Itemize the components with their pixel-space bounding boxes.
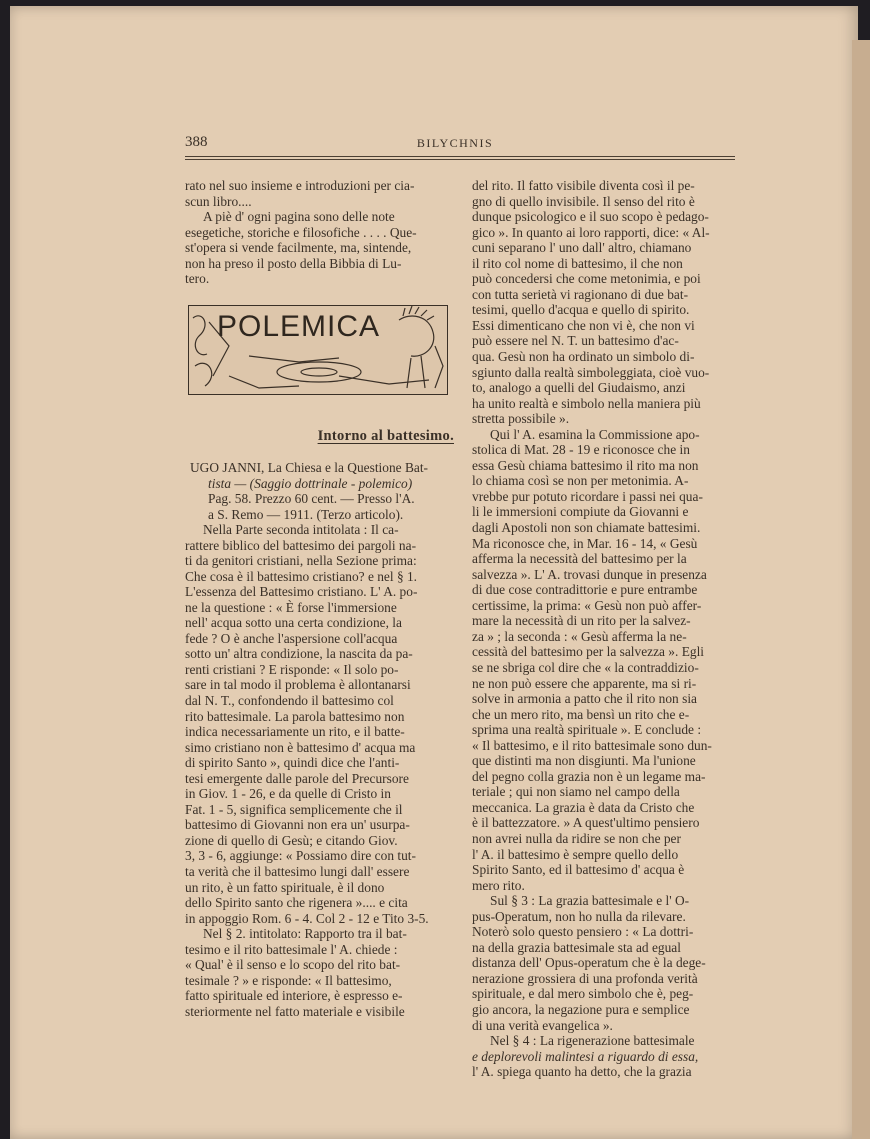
text-line: e deplorevoli malintesi a riguardo di essa,	[472, 1048, 699, 1064]
text-line: salvezza ». L' A. trovasi dunque in presenza	[472, 566, 707, 582]
text-line: che un mero rito, ma bensì un rito che e-	[472, 706, 690, 722]
text-line: « Qual' è il senso e lo scopo del rito bat-	[185, 957, 401, 973]
text-line: di due cose contradittorie e pure entrambe	[472, 582, 698, 598]
text-line: esegetiche, storiche e filosofiche . . . . Que-	[185, 224, 417, 240]
text-line: spirituale, e dal mero simbolo che è, peg-	[472, 986, 694, 1002]
text-line: simo cristiano non è battesimo d' acqua ma	[185, 739, 416, 755]
text-line: dunque psicologico e il suo scopo è pedago-	[472, 209, 709, 225]
text-line: stretta possibile ».	[472, 411, 570, 427]
text-line: zione di quello di Gesù; e citando Giov.	[185, 832, 398, 848]
text-line: Essi dimenticano che non vi è, che non vi	[472, 317, 695, 333]
text-line: Noterò solo questo pensiero : « La dottri-	[472, 924, 694, 940]
text-line: l' A. il battesimo è sempre quello dello	[472, 846, 679, 862]
text-line: to, analogo a quelli del Giudaismo, anzi	[472, 380, 686, 396]
book-reference	[190, 460, 452, 522]
text-line: può essere nel N. T. un battesimo d'ac-	[472, 333, 679, 349]
text-line: Spirito Santo, ed il battesimo d' acqua è	[472, 862, 685, 878]
text-line: Nella Parte seconda intitolata : Il ca-	[203, 522, 399, 537]
next-page-edge	[852, 40, 870, 1139]
text-line: gno di quello invisibile. Il senso del rito è	[472, 193, 695, 209]
text-line: tesimi, quello d'acqua e quello di spirito.	[472, 302, 690, 318]
text-line: è il battezzatore. » A quest'ultimo pensiero	[472, 815, 700, 831]
text-line: Ma riconosce che, in Mar. 16 - 14, « Gesù	[472, 535, 698, 551]
text-line: tesimale ? » e risponde: « Il battesimo,	[185, 972, 392, 988]
text-line: scun libro....	[185, 193, 252, 209]
text-line: steriormente nel fatto materiale e visibile	[185, 1003, 405, 1019]
text-line: se ne sbriga col dire che « la contraddizio-	[472, 659, 699, 675]
text-line: in appoggio Rom. 6 - 4. Col 2 - 12 e Tito 3-5.	[185, 910, 429, 926]
text-line: tesimo e il rito battesimale l' A. chiede :	[185, 941, 398, 957]
text-line: cuni separano l' uno dall' altro, chiamano	[472, 240, 692, 256]
text-line: Pag. 58. Prezzo 60 cent. — Presso l'A.	[208, 491, 415, 507]
text-line: essa Gesù chiama battesimo il rito ma non	[472, 457, 699, 473]
text-line: L'essenza del Battesimo cristiano. L' A. po-	[185, 584, 418, 600]
text-line: Sul § 3 : La grazia battesimale e l' O-	[490, 893, 690, 909]
text-line: st'opera si vende facilmente, ma, sintende,	[185, 240, 412, 256]
text-line: indica necessariamente un rito, e il batte-	[185, 724, 405, 740]
header-rule-double	[185, 159, 735, 160]
text-line: distanza dell' Opus-operatum che è la dege-	[472, 955, 706, 971]
text-line: solve in armonia a patto che il rito non sia	[472, 691, 697, 707]
text-line: tero.	[185, 271, 210, 287]
text-line: na della grazia battesimale sta ad egual	[472, 939, 681, 955]
text-line: qua. Gesù non ha ordinato un simbolo di-	[472, 349, 695, 365]
text-line: il rito col nome di battesimo, il che non	[472, 255, 683, 271]
page-number: 388	[185, 134, 208, 150]
text-line: ne la questione : « È forse l'immersione	[185, 599, 397, 615]
text-line: « Il battesimo, e il rito battesimale sono dun-	[472, 737, 712, 753]
polemica-emblem	[188, 305, 448, 395]
text-line: dagli Apostoli non son chiamate battesimi.	[472, 520, 701, 536]
text-line: UGO JANNI, La Chiesa e la Questione Bat-	[190, 460, 428, 475]
text-line: sgiunto dalla realtà simboleggiata, cioè vuo-	[472, 364, 710, 380]
text-line: con tutta serietà vi ragionano di due bat-	[472, 286, 689, 302]
text-line: stolica di Mat. 28 - 19 e riconosce che in	[472, 442, 690, 458]
text-line: sare in tal modo il problema è allontanarsi	[185, 677, 411, 693]
text-line: ti da genitori cristiani, nella Sezione prima:	[185, 553, 417, 569]
text-line: mero rito.	[472, 877, 525, 893]
text-line: può concedersi che come metonimia, e poi	[472, 271, 701, 287]
text-line: tista — (Saggio dottrinale - polemico)	[208, 475, 413, 491]
text-line: un rito, è un fatto spirituale, è il dono	[185, 879, 385, 895]
text-line: dal N. T., confondendo il battesimo col	[185, 693, 394, 709]
text-line: non avrei nulla da ridire se non che per	[472, 830, 681, 846]
text-line: Fat. 1 - 5, significa semplicemente che il	[185, 801, 403, 817]
text-line: Nel § 4 : La rigenerazione battesimale	[490, 1033, 695, 1049]
text-line: afferma la necessità del battesimo per la	[472, 551, 687, 567]
text-line: ta verità che il battesimo lungi dall' essere	[185, 864, 410, 880]
text-line: Che cosa è il battesimo cristiano? e nel § 1.	[185, 568, 418, 584]
text-line: gio ancora, la negazione pura e semplice	[472, 1001, 690, 1017]
text-line: teriale ; qui non siamo nel campo della	[472, 784, 680, 800]
text-line: ha unito realtà e simbolo nella maniera più	[472, 395, 701, 411]
text-line: A piè d' ogni pagina sono delle note	[203, 209, 395, 225]
text-line: mare la necessità di un rito per la salvez-	[472, 613, 691, 629]
header-rule	[185, 156, 735, 157]
text-line: l' A. spiega quanto ha detto, che la grazia	[472, 1064, 692, 1080]
text-line: nell' acqua sotto una certa condizione, la	[185, 615, 402, 631]
left-column-body	[185, 522, 453, 1020]
text-line: Nel § 2. intitolato: Rapporto tra il bat-	[203, 926, 407, 942]
text-line: pus-Operatum, non ho nulla da rilevare.	[472, 908, 686, 924]
text-line: ne non può essere che apparente, ma si ri-	[472, 675, 697, 691]
text-line: gico ». In quanto ai loro rapporti, dice: « Al-	[472, 224, 710, 240]
text-line: dello Spirito santo che rigenera ».... e cita	[185, 895, 408, 911]
text-line: a S. Remo — 1911. (Terzo articolo).	[208, 506, 404, 522]
text-line: sprima una realtà spirituale ». E conclude :	[472, 722, 702, 738]
text-line: in Giov. 1 - 26, e da quelle di Cristo in	[185, 786, 391, 802]
text-line: que distinti ma non disgiunti. Ma l'unione	[472, 753, 696, 769]
text-line: tesi emergente dalle parole del Precursore	[185, 770, 409, 786]
text-line: cessità del battesimo per la salvezza ». Egli	[472, 644, 705, 660]
page-header	[175, 134, 735, 154]
text-line: vrebbe pur potuto ricordare i passi nei qua-	[472, 488, 703, 504]
running-title: BILYCHNIS	[416, 136, 494, 150]
emblem-title: POLEMICA	[217, 310, 381, 343]
text-line: 3, 3 - 6, aggiunge: « Possiamo dire con tut-	[185, 848, 416, 864]
text-line: fede ? O è anche l'aspersione coll'acqua	[185, 630, 398, 646]
text-line: nerazione grossiera di una profonda verità	[472, 970, 698, 986]
text-line: rito battesimale. La parola battesimo non	[185, 708, 405, 724]
right-column	[472, 178, 738, 1080]
text-line: certissime, la prima: « Gesù non può affer-	[472, 597, 702, 613]
text-line: fatto spirituale ed interiore, è espresso e-	[185, 988, 403, 1004]
section-title: Intorno al battesimo.	[317, 428, 454, 444]
text-line: di spirito Santo », quindi dice che l'anti-	[185, 755, 400, 771]
text-line: non ha preso il posto della Bibbia di Lu-	[185, 255, 402, 271]
left-column-top	[185, 178, 453, 287]
text-line: meccanica. La grazia è data da Cristo che	[472, 799, 695, 815]
text-line: di una verità evangelica ».	[472, 1017, 613, 1033]
text-line: sotto un' altra condizione, la nascita da pa-	[185, 646, 413, 662]
text-line: del rito. Il fatto visibile diventa così il pe-	[472, 178, 695, 193]
text-line: renti cristiani ? E risponde: « Il solo po-	[185, 661, 399, 677]
text-line: Qui l' A. esamina la Commissione apo-	[490, 426, 700, 442]
text-line: del pegno colla grazia non è un legame ma-	[472, 768, 706, 784]
text-line: li le immersioni compiute da Giovanni e	[472, 504, 689, 520]
text-line: za » ; la seconda : « Gesù afferma la ne-	[472, 628, 687, 644]
text-line: battesimo di Giovanni non era un' usurpa-	[185, 817, 410, 833]
text-line: rattere biblico del battesimo dei pargoli na-	[185, 537, 417, 553]
text-line: lo chiama così se non per metonimia. A-	[472, 473, 689, 489]
text-line: rato nel suo insieme e introduzioni per cia-	[185, 178, 415, 193]
